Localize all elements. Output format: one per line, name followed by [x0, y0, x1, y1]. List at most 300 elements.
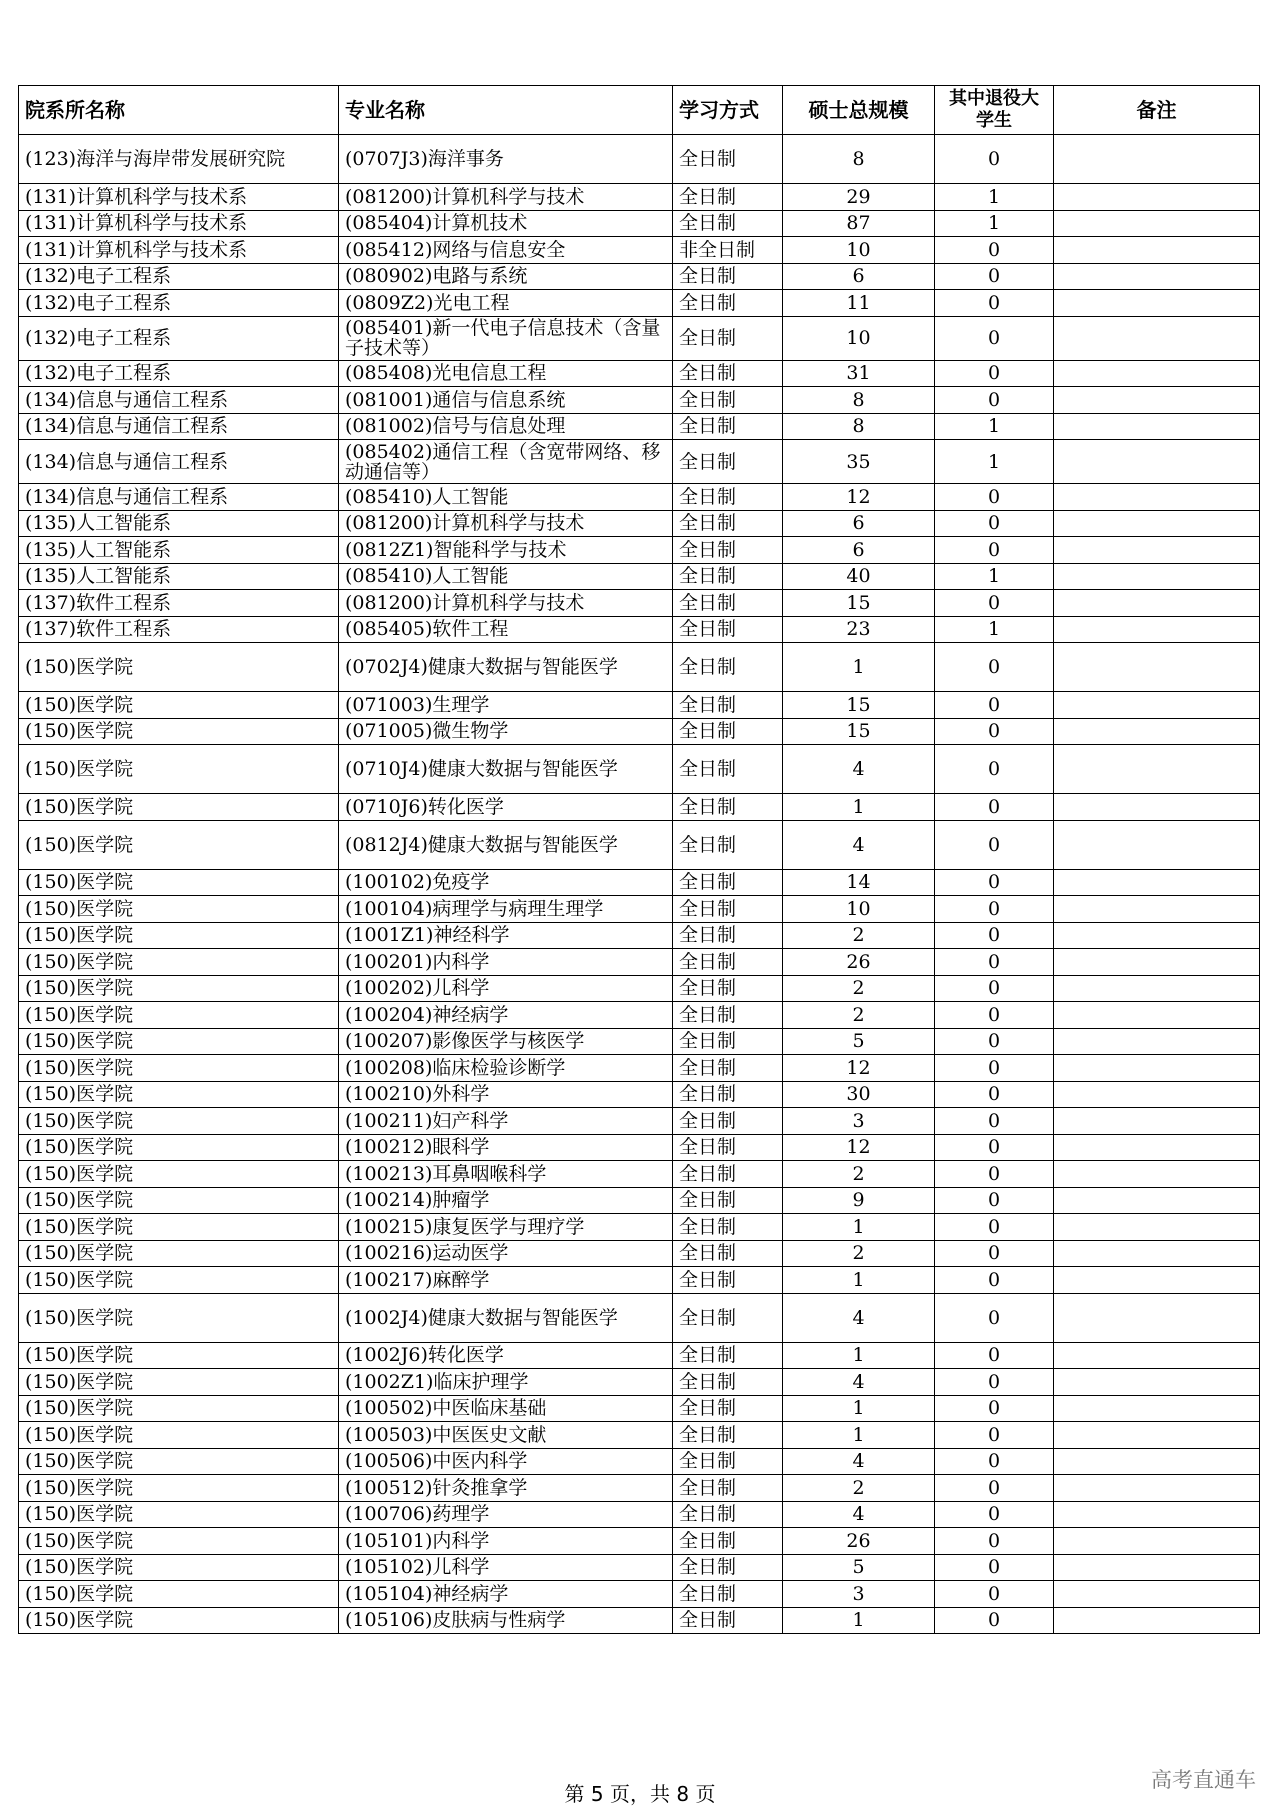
cell-major: (105104)神经病学 — [339, 1581, 673, 1608]
cell-mode: 全日制 — [673, 210, 783, 237]
cell-mode: 全日制 — [673, 1214, 783, 1241]
cell-major: (100216)运动医学 — [339, 1240, 673, 1267]
cell-major: (100208)临床检验诊断学 — [339, 1055, 673, 1082]
cell-mode: 全日制 — [673, 1002, 783, 1029]
cell-major: (081001)通信与信息系统 — [339, 387, 673, 414]
cell-total: 30 — [783, 1081, 935, 1108]
cell-dept: (150)医学院 — [19, 1554, 339, 1581]
table-row — [19, 794, 1260, 821]
cell-total: 2 — [783, 922, 935, 949]
header-dept: 院系所名称 — [19, 86, 339, 135]
cell-mode: 全日制 — [673, 975, 783, 1002]
table-row — [19, 1108, 1260, 1135]
cell-major: (100512)针灸推拿学 — [339, 1475, 673, 1502]
table-row — [19, 616, 1260, 643]
cell-mode: 全日制 — [673, 869, 783, 896]
cell-total: 1 — [783, 1422, 935, 1449]
cell-mode: 全日制 — [673, 896, 783, 923]
cell-total: 6 — [783, 263, 935, 290]
cell-remarks — [1054, 1134, 1260, 1161]
cell-major: (0812Z1)智能科学与技术 — [339, 537, 673, 564]
cell-dept: (150)医学院 — [19, 1134, 339, 1161]
cell-dept: (150)医学院 — [19, 718, 339, 745]
table-row — [19, 1369, 1260, 1396]
cell-dept: (135)人工智能系 — [19, 510, 339, 537]
cell-remarks — [1054, 1240, 1260, 1267]
cell-veterans: 0 — [935, 484, 1054, 511]
cell-veterans: 0 — [935, 1528, 1054, 1555]
cell-mode: 全日制 — [673, 1240, 783, 1267]
cell-total: 6 — [783, 537, 935, 564]
cell-major: (100211)妇产科学 — [339, 1108, 673, 1135]
table-row — [19, 563, 1260, 590]
cell-mode: 全日制 — [673, 360, 783, 387]
table-row — [19, 360, 1260, 387]
cell-remarks — [1054, 1501, 1260, 1528]
table-row — [19, 869, 1260, 896]
cell-major: (105102)儿科学 — [339, 1554, 673, 1581]
cell-remarks — [1054, 263, 1260, 290]
cell-remarks — [1054, 1002, 1260, 1029]
table-row — [19, 692, 1260, 719]
footer-prefix: 第 — [564, 1782, 585, 1806]
cell-total: 35 — [783, 440, 935, 484]
cell-major: (100102)免疫学 — [339, 869, 673, 896]
table-row — [19, 184, 1260, 211]
cell-veterans: 0 — [935, 387, 1054, 414]
cell-major: (1002Z1)临床护理学 — [339, 1369, 673, 1396]
table-row — [19, 237, 1260, 264]
cell-remarks — [1054, 440, 1260, 484]
cell-veterans: 0 — [935, 360, 1054, 387]
cell-major: (1002J6)转化医学 — [339, 1342, 673, 1369]
cell-dept: (150)医学院 — [19, 1240, 339, 1267]
cell-mode: 全日制 — [673, 1607, 783, 1634]
cell-dept: (150)医学院 — [19, 1267, 339, 1294]
cell-dept: (132)电子工程系 — [19, 290, 339, 317]
cell-total: 10 — [783, 896, 935, 923]
cell-total: 9 — [783, 1187, 935, 1214]
cell-dept: (150)医学院 — [19, 949, 339, 976]
cell-dept: (150)医学院 — [19, 922, 339, 949]
cell-major: (081200)计算机科学与技术 — [339, 590, 673, 617]
cell-total: 5 — [783, 1028, 935, 1055]
cell-mode: 全日制 — [673, 1187, 783, 1214]
cell-mode: 全日制 — [673, 794, 783, 821]
footer-page-number: 5 — [590, 1782, 604, 1806]
table-row — [19, 387, 1260, 414]
cell-remarks — [1054, 387, 1260, 414]
cell-total: 4 — [783, 1369, 935, 1396]
cell-veterans: 0 — [935, 1187, 1054, 1214]
table-row — [19, 949, 1260, 976]
table-row — [19, 1081, 1260, 1108]
cell-remarks — [1054, 922, 1260, 949]
cell-veterans: 0 — [935, 1581, 1054, 1608]
cell-mode: 全日制 — [673, 1108, 783, 1135]
enrollment-table — [18, 85, 1260, 1634]
cell-dept: (150)医学院 — [19, 820, 339, 869]
cell-dept: (150)医学院 — [19, 1395, 339, 1422]
table-row — [19, 896, 1260, 923]
cell-major: (1001Z1)神经科学 — [339, 922, 673, 949]
cell-veterans: 1 — [935, 440, 1054, 484]
cell-total: 40 — [783, 563, 935, 590]
cell-veterans: 0 — [935, 316, 1054, 360]
cell-veterans: 0 — [935, 1028, 1054, 1055]
cell-remarks — [1054, 590, 1260, 617]
cell-major: (100207)影像医学与核医学 — [339, 1028, 673, 1055]
cell-remarks — [1054, 745, 1260, 794]
cell-veterans: 0 — [935, 1475, 1054, 1502]
cell-total: 8 — [783, 387, 935, 414]
table-row — [19, 1002, 1260, 1029]
cell-veterans: 0 — [935, 135, 1054, 184]
cell-dept: (150)医学院 — [19, 1448, 339, 1475]
cell-remarks — [1054, 896, 1260, 923]
cell-remarks — [1054, 820, 1260, 869]
table-row — [19, 1501, 1260, 1528]
cell-mode: 全日制 — [673, 1475, 783, 1502]
cell-mode: 全日制 — [673, 537, 783, 564]
cell-remarks — [1054, 1395, 1260, 1422]
cell-dept: (150)医学院 — [19, 1214, 339, 1241]
footer-suffix: 页 — [695, 1782, 716, 1806]
cell-total: 10 — [783, 316, 935, 360]
table-row — [19, 922, 1260, 949]
table-row — [19, 590, 1260, 617]
cell-dept: (150)医学院 — [19, 1187, 339, 1214]
cell-veterans: 1 — [935, 616, 1054, 643]
cell-total: 12 — [783, 1134, 935, 1161]
table-row — [19, 1240, 1260, 1267]
cell-total: 29 — [783, 184, 935, 211]
cell-major: (0710J6)转化医学 — [339, 794, 673, 821]
cell-veterans: 0 — [935, 1501, 1054, 1528]
cell-total: 4 — [783, 1501, 935, 1528]
cell-veterans: 1 — [935, 413, 1054, 440]
cell-veterans: 0 — [935, 1369, 1054, 1396]
cell-mode: 全日制 — [673, 692, 783, 719]
footer-total-pages: 8 — [676, 1782, 690, 1806]
cell-veterans: 0 — [935, 1342, 1054, 1369]
table-row — [19, 290, 1260, 317]
cell-remarks — [1054, 1293, 1260, 1342]
cell-remarks — [1054, 1187, 1260, 1214]
cell-remarks — [1054, 1581, 1260, 1608]
cell-total: 26 — [783, 1528, 935, 1555]
cell-major: (100217)麻醉学 — [339, 1267, 673, 1294]
table-header-row — [19, 86, 1260, 135]
cell-remarks — [1054, 1161, 1260, 1188]
cell-total: 2 — [783, 1240, 935, 1267]
table-row — [19, 210, 1260, 237]
cell-dept: (134)信息与通信工程系 — [19, 413, 339, 440]
cell-major: (0702J4)健康大数据与智能医学 — [339, 643, 673, 692]
cell-total: 5 — [783, 1554, 935, 1581]
cell-mode: 全日制 — [673, 1395, 783, 1422]
cell-remarks — [1054, 413, 1260, 440]
cell-mode: 全日制 — [673, 290, 783, 317]
cell-major: (100502)中医临床基础 — [339, 1395, 673, 1422]
cell-total: 4 — [783, 820, 935, 869]
cell-major: (100503)中医医史文献 — [339, 1422, 673, 1449]
cell-major: (100202)儿科学 — [339, 975, 673, 1002]
cell-veterans: 0 — [935, 537, 1054, 564]
cell-veterans: 0 — [935, 263, 1054, 290]
cell-mode: 全日制 — [673, 387, 783, 414]
cell-dept: (150)医学院 — [19, 1002, 339, 1029]
cell-dept: (137)软件工程系 — [19, 590, 339, 617]
cell-remarks — [1054, 484, 1260, 511]
cell-remarks — [1054, 1108, 1260, 1135]
cell-veterans: 0 — [935, 1108, 1054, 1135]
cell-veterans: 0 — [935, 1081, 1054, 1108]
cell-dept: (150)医学院 — [19, 692, 339, 719]
cell-remarks — [1054, 1475, 1260, 1502]
cell-major: (085408)光电信息工程 — [339, 360, 673, 387]
cell-mode: 全日制 — [673, 1028, 783, 1055]
cell-major: (071005)微生物学 — [339, 718, 673, 745]
cell-total: 8 — [783, 135, 935, 184]
cell-veterans: 0 — [935, 1554, 1054, 1581]
cell-remarks — [1054, 184, 1260, 211]
cell-remarks — [1054, 794, 1260, 821]
cell-major: (105101)内科学 — [339, 1528, 673, 1555]
cell-major: (0812J4)健康大数据与智能医学 — [339, 820, 673, 869]
cell-dept: (150)医学院 — [19, 1161, 339, 1188]
cell-total: 3 — [783, 1108, 935, 1135]
table-row — [19, 820, 1260, 869]
cell-total: 14 — [783, 869, 935, 896]
cell-remarks — [1054, 1267, 1260, 1294]
cell-total: 15 — [783, 718, 935, 745]
cell-major: (100215)康复医学与理疗学 — [339, 1214, 673, 1241]
cell-veterans: 0 — [935, 590, 1054, 617]
header-mode: 学习方式 — [673, 86, 783, 135]
table-row — [19, 643, 1260, 692]
cell-mode: 全日制 — [673, 949, 783, 976]
cell-veterans: 0 — [935, 1161, 1054, 1188]
table-row — [19, 1161, 1260, 1188]
table-row — [19, 1214, 1260, 1241]
cell-veterans: 0 — [935, 794, 1054, 821]
cell-dept: (150)医学院 — [19, 1581, 339, 1608]
table-row — [19, 745, 1260, 794]
cell-remarks — [1054, 1369, 1260, 1396]
cell-mode: 全日制 — [673, 1422, 783, 1449]
cell-total: 11 — [783, 290, 935, 317]
table-row — [19, 484, 1260, 511]
table-row — [19, 1422, 1260, 1449]
table-row — [19, 1267, 1260, 1294]
cell-major: (100706)药理学 — [339, 1501, 673, 1528]
cell-remarks — [1054, 1028, 1260, 1055]
cell-remarks — [1054, 616, 1260, 643]
cell-remarks — [1054, 1422, 1260, 1449]
cell-remarks — [1054, 537, 1260, 564]
cell-remarks — [1054, 692, 1260, 719]
cell-remarks — [1054, 643, 1260, 692]
table-row — [19, 1293, 1260, 1342]
cell-total: 1 — [783, 1267, 935, 1294]
cell-total: 1 — [783, 643, 935, 692]
table-row — [19, 537, 1260, 564]
cell-major: (100104)病理学与病理生理学 — [339, 896, 673, 923]
cell-mode: 全日制 — [673, 1342, 783, 1369]
cell-total: 15 — [783, 590, 935, 617]
cell-dept: (150)医学院 — [19, 869, 339, 896]
cell-veterans: 0 — [935, 510, 1054, 537]
cell-veterans: 0 — [935, 1240, 1054, 1267]
cell-major: (071003)生理学 — [339, 692, 673, 719]
cell-mode: 全日制 — [673, 1581, 783, 1608]
cell-veterans: 0 — [935, 820, 1054, 869]
cell-veterans: 0 — [935, 1607, 1054, 1634]
cell-remarks — [1054, 1528, 1260, 1555]
cell-major: (081002)信号与信息处理 — [339, 413, 673, 440]
table-row — [19, 440, 1260, 484]
cell-mode: 全日制 — [673, 616, 783, 643]
cell-dept: (131)计算机科学与技术系 — [19, 184, 339, 211]
cell-remarks — [1054, 563, 1260, 590]
cell-total: 1 — [783, 794, 935, 821]
cell-dept: (135)人工智能系 — [19, 537, 339, 564]
cell-total: 1 — [783, 1214, 935, 1241]
cell-dept: (134)信息与通信工程系 — [19, 440, 339, 484]
table-row — [19, 1187, 1260, 1214]
cell-veterans: 0 — [935, 718, 1054, 745]
cell-dept: (150)医学院 — [19, 1422, 339, 1449]
cell-veterans: 0 — [935, 1448, 1054, 1475]
cell-dept: (135)人工智能系 — [19, 563, 339, 590]
cell-remarks — [1054, 210, 1260, 237]
cell-dept: (150)医学院 — [19, 1055, 339, 1082]
table-row — [19, 135, 1260, 184]
cell-dept: (132)电子工程系 — [19, 316, 339, 360]
cell-dept: (137)软件工程系 — [19, 616, 339, 643]
cell-veterans: 0 — [935, 1267, 1054, 1294]
cell-total: 15 — [783, 692, 935, 719]
cell-remarks — [1054, 290, 1260, 317]
cell-major: (100506)中医内科学 — [339, 1448, 673, 1475]
watermark: 高考直通车 — [1151, 1768, 1256, 1792]
cell-dept: (150)医学院 — [19, 643, 339, 692]
header-veterans: 其中退役大学生 — [935, 86, 1054, 135]
header-major: 专业名称 — [339, 86, 673, 135]
table-row — [19, 1395, 1260, 1422]
cell-remarks — [1054, 975, 1260, 1002]
cell-remarks — [1054, 718, 1260, 745]
cell-veterans: 0 — [935, 1134, 1054, 1161]
table-row — [19, 263, 1260, 290]
cell-remarks — [1054, 1081, 1260, 1108]
cell-mode: 全日制 — [673, 1055, 783, 1082]
cell-veterans: 0 — [935, 1214, 1054, 1241]
table-row — [19, 1055, 1260, 1082]
cell-mode: 全日制 — [673, 484, 783, 511]
cell-remarks — [1054, 135, 1260, 184]
cell-veterans: 0 — [935, 1422, 1054, 1449]
cell-veterans: 0 — [935, 692, 1054, 719]
cell-mode: 全日制 — [673, 1369, 783, 1396]
cell-mode: 全日制 — [673, 1134, 783, 1161]
cell-major: (085410)人工智能 — [339, 563, 673, 590]
cell-remarks — [1054, 237, 1260, 264]
cell-veterans: 0 — [935, 1002, 1054, 1029]
table-row — [19, 1342, 1260, 1369]
cell-total: 87 — [783, 210, 935, 237]
cell-mode: 全日制 — [673, 1554, 783, 1581]
cell-major: (100213)耳鼻咽喉科学 — [339, 1161, 673, 1188]
cell-major: (0809Z2)光电工程 — [339, 290, 673, 317]
cell-mode: 全日制 — [673, 316, 783, 360]
cell-total: 2 — [783, 1002, 935, 1029]
cell-veterans: 0 — [935, 237, 1054, 264]
cell-major: (085405)软件工程 — [339, 616, 673, 643]
cell-total: 26 — [783, 949, 935, 976]
cell-major: (100204)神经病学 — [339, 1002, 673, 1029]
cell-total: 4 — [783, 1293, 935, 1342]
cell-major: (105106)皮肤病与性病学 — [339, 1607, 673, 1634]
cell-major: (085412)网络与信息安全 — [339, 237, 673, 264]
cell-remarks — [1054, 360, 1260, 387]
cell-total: 12 — [783, 484, 935, 511]
cell-major: (100212)眼科学 — [339, 1134, 673, 1161]
cell-dept: (150)医学院 — [19, 1028, 339, 1055]
cell-mode: 全日制 — [673, 184, 783, 211]
table-row — [19, 1028, 1260, 1055]
cell-total: 3 — [783, 1581, 935, 1608]
table-row — [19, 718, 1260, 745]
cell-mode: 非全日制 — [673, 237, 783, 264]
cell-major: (081200)计算机科学与技术 — [339, 184, 673, 211]
cell-major: (080902)电路与系统 — [339, 263, 673, 290]
table-row — [19, 1448, 1260, 1475]
cell-mode: 全日制 — [673, 1528, 783, 1555]
cell-mode: 全日制 — [673, 718, 783, 745]
cell-remarks — [1054, 869, 1260, 896]
cell-dept: (150)医学院 — [19, 1108, 339, 1135]
table-row — [19, 1607, 1260, 1634]
cell-total: 2 — [783, 975, 935, 1002]
cell-mode: 全日制 — [673, 263, 783, 290]
cell-total: 2 — [783, 1161, 935, 1188]
header-remarks: 备注 — [1054, 86, 1260, 135]
cell-mode: 全日制 — [673, 1501, 783, 1528]
cell-remarks — [1054, 1448, 1260, 1475]
cell-total: 4 — [783, 745, 935, 794]
cell-remarks — [1054, 1607, 1260, 1634]
cell-remarks — [1054, 1214, 1260, 1241]
cell-dept: (150)医学院 — [19, 1293, 339, 1342]
cell-dept: (150)医学院 — [19, 794, 339, 821]
table-row — [19, 1528, 1260, 1555]
cell-dept: (132)电子工程系 — [19, 263, 339, 290]
cell-dept: (150)医学院 — [19, 745, 339, 794]
cell-total: 23 — [783, 616, 935, 643]
cell-dept: (134)信息与通信工程系 — [19, 387, 339, 414]
cell-remarks — [1054, 510, 1260, 537]
cell-dept: (150)医学院 — [19, 975, 339, 1002]
cell-veterans: 0 — [935, 896, 1054, 923]
cell-mode: 全日制 — [673, 643, 783, 692]
cell-major: (100210)外科学 — [339, 1081, 673, 1108]
cell-dept: (134)信息与通信工程系 — [19, 484, 339, 511]
cell-veterans: 0 — [935, 975, 1054, 1002]
cell-mode: 全日制 — [673, 1267, 783, 1294]
cell-remarks — [1054, 316, 1260, 360]
